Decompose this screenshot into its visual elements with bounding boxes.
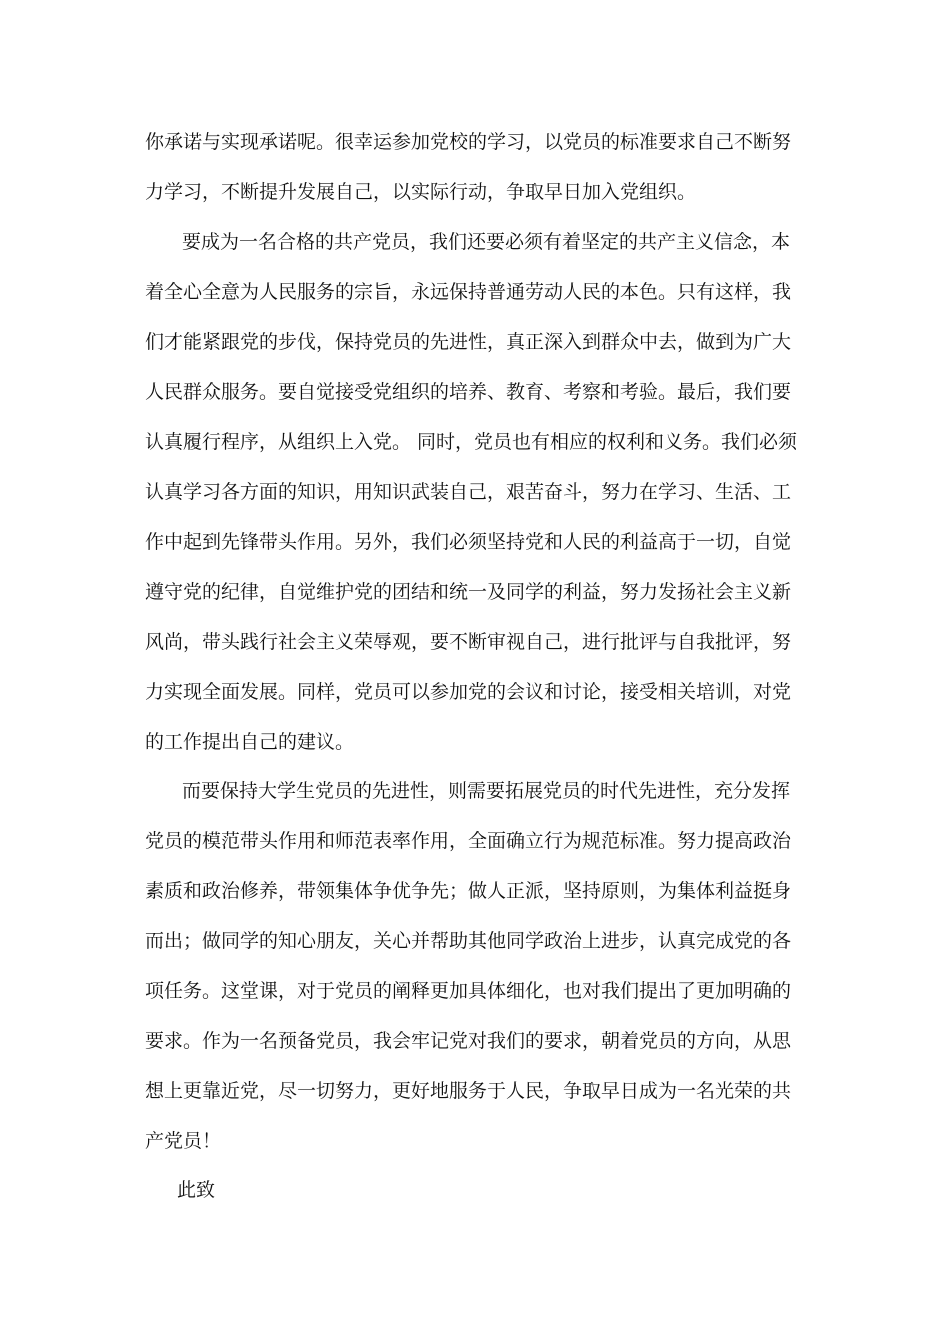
text-line: 遵守党的纪律，自觉维护党的团结和统一及同学的利益，努力发扬社会主义新: [145, 581, 792, 603]
text-line: 们才能紧跟党的步伐，保持党员的先进性，真正深入到群众中去，做到为广大: [145, 331, 792, 353]
text-line: 要求。作为一名预备党员，我会牢记党对我们的要求，朝着党员的方向，从思: [145, 1030, 792, 1052]
text-line: 人民群众服务。要自觉接受党组织的培养、教育、考察和考验。最后，我们要: [145, 381, 792, 403]
text-line: 党员的模范带头作用和师范表率作用，全面确立行为规范标准。努力提高政治: [145, 830, 792, 852]
text-line: 想上更靠近党，尽一切努力，更好地服务于人民，争取早日成为一名光荣的共: [145, 1080, 792, 1102]
text-line: 素质和政治修养，带领集体争优争先；做人正派，坚持原则，为集体利益挺身: [145, 880, 792, 902]
paragraph-start-line: 要成为一名合格的共产党员，我们还要必须有着坚定的共产主义信念，本: [182, 231, 791, 253]
text-line: 认真学习各方面的知识，用知识武装自己，艰苦奋斗，努力在学习、生活、工: [145, 481, 792, 503]
text-line: 项任务。这堂课，对于党员的阐释更加具体细化，也对我们提出了更加明确的: [145, 980, 792, 1002]
text-line: 力实现全面发展。同样，党员可以参加党的会议和讨论，接受相关培训，对党: [145, 681, 792, 703]
paragraph-start-line: 而要保持大学生党员的先进性，则需要拓展党员的时代先进性，充分发挥: [182, 780, 791, 802]
closing-salutation: 此致: [177, 1179, 216, 1201]
text-line: 作中起到先锋带头作用。另外，我们必须坚持党和人民的利益高于一切，自觉: [145, 531, 792, 553]
text-line: 产党员！: [145, 1130, 222, 1152]
text-line: 你承诺与实现承诺呢。很幸运参加党校的学习，以党员的标准要求自己不断努: [145, 131, 792, 153]
text-line: 而出；做同学的知心朋友，关心并帮助其他同学政治上进步，认真完成党的各: [145, 930, 792, 952]
text-line: 风尚，带头践行社会主义荣辱观，要不断审视自己，进行批评与自我批评，努: [145, 631, 792, 653]
text-line: 力学习，不断提升发展自己，以实际行动，争取早日加入党组织。: [145, 181, 697, 203]
text-line: 着全心全意为人民服务的宗旨，永远保持普通劳动人民的本色。只有这样，我: [145, 281, 792, 303]
text-line: 认真履行程序，从组织上入党。 同时，党员也有相应的权利和义务。我们必须: [145, 431, 798, 453]
text-line: 的工作提出自己的建议。: [145, 731, 355, 753]
